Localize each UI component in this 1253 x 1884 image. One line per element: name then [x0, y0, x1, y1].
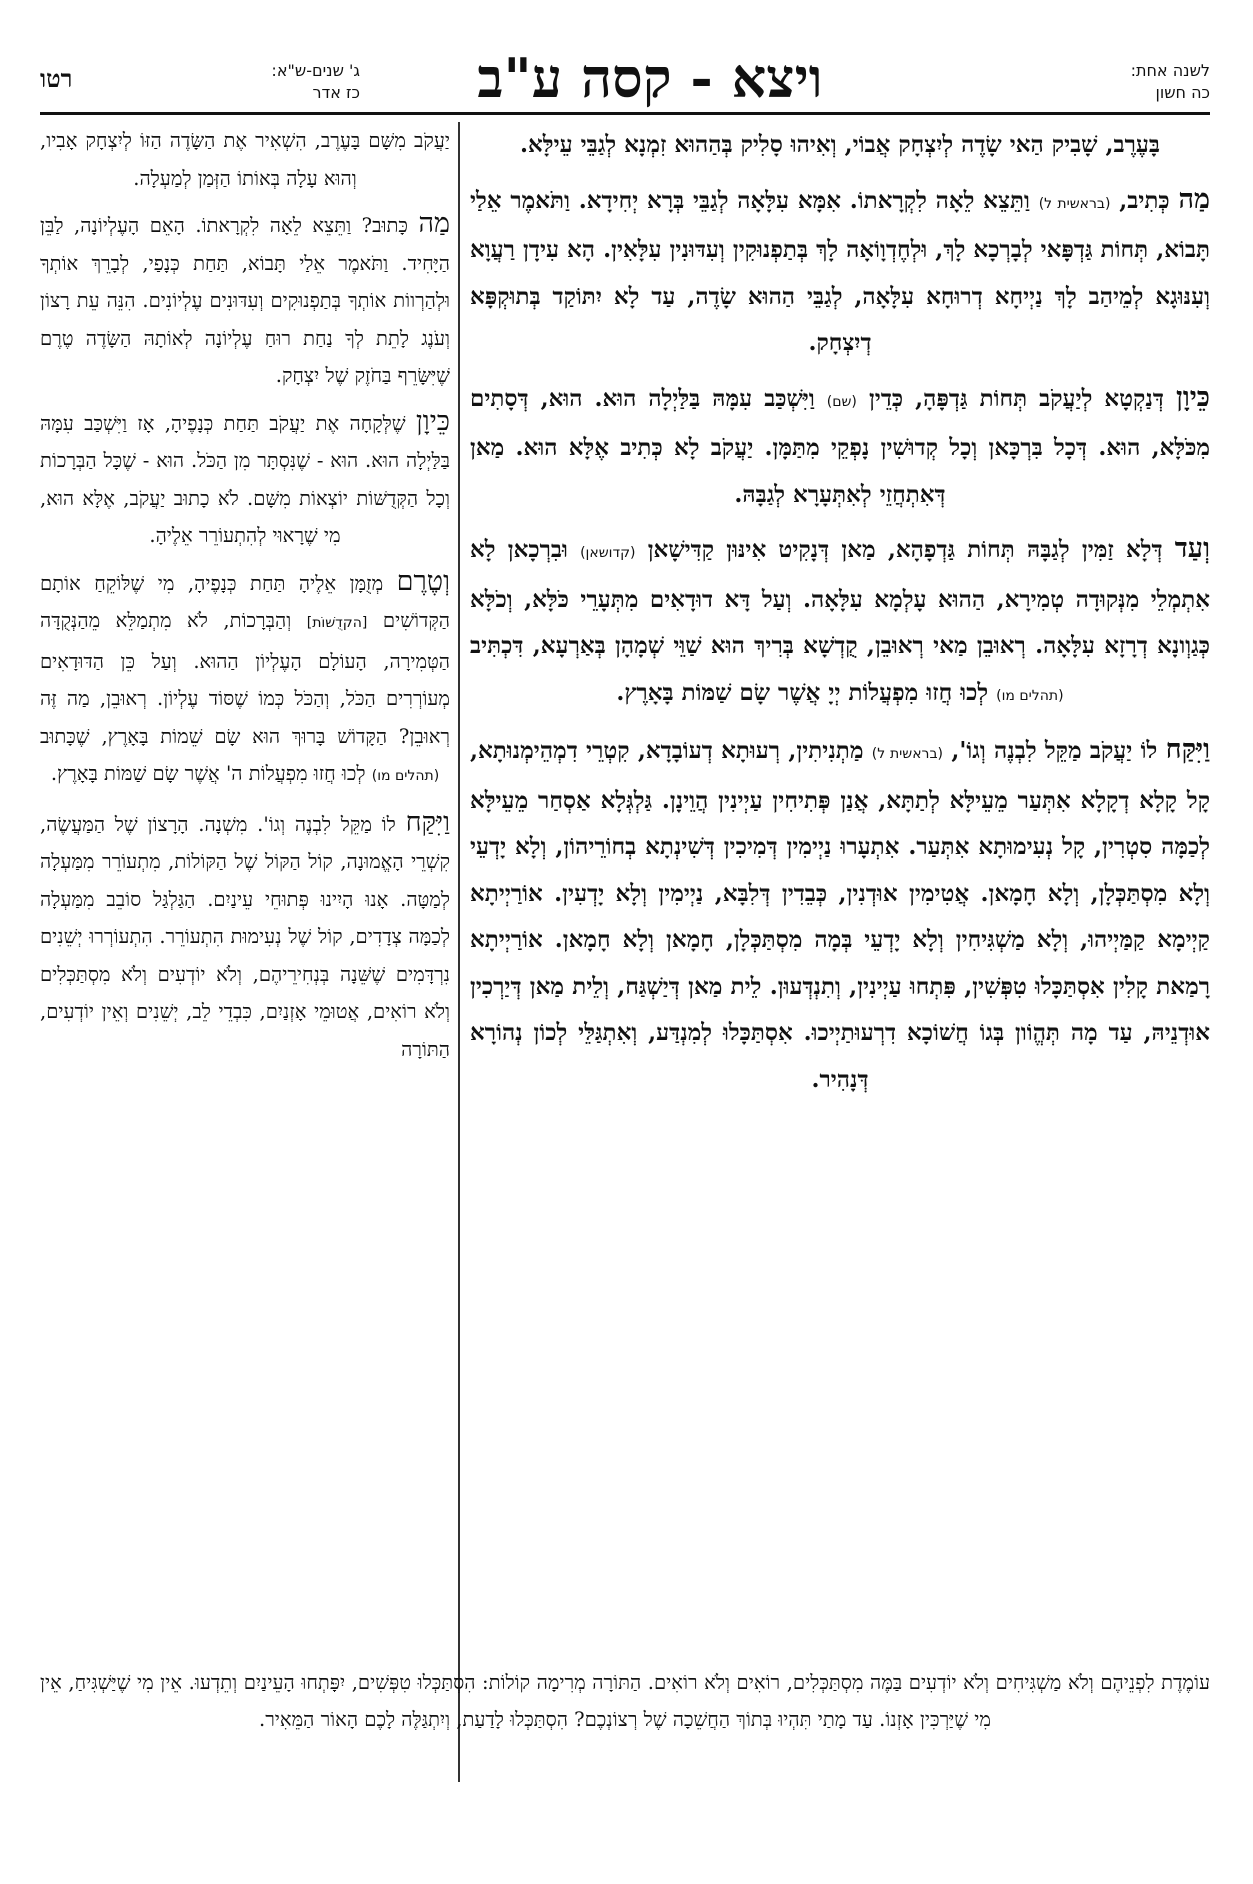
paragraph	[40, 563, 450, 796]
translation-continuation	[40, 1664, 1210, 1738]
paragraph-text: לְכוּ חֲזוּ מִפְעֲלוֹת ה' אֲשֶׁר שָׂם שַׁמּוֹת בָּאָרֶץ.	[50, 762, 366, 785]
column-divider	[458, 122, 460, 1782]
reading-schedule-one-year	[980, 60, 1210, 104]
paragraph-text: וַתֵּצֵא לֵאָה לִקְרָאתוֹ. אִמָּא עִלָּאָה לְגַבֵּי בְּרָא יְחִידָא. וַתֹּאמֶר אֵלַי תָּבוֹא, תְּחוֹת גַּדְפָּאי לְבָרְכָא לָךְ, וּלְחֶדְוָוֹאָה לָךְ בְּתַפְנוּקִין וְעִדּוּנִין עִלָּאִין. הָא עִידָן רַעֲוָא וְעִנּוּגָא לְמֵיהַב לָךְ נַיְיחָא דְרוּחָא עִלָּאָה, לְגַבֵּי הַהוּא שָׂדֶה, עַד לָא יִתּוֹקַד בְּתוּקְפָּא דְיִצְחָק.	[470, 186, 1210, 356]
lead-word: כֵּיוָן	[1175, 381, 1211, 413]
lead-word: וְעַד	[1174, 533, 1210, 564]
paragraph-text: כָּתוּב? וַתֵּצֵא לֵאָה לִקְרָאתוֹ. הָאֵם הָעֶלְיוֹנָה, לַבֵּן הַיָּחִיד. וַתֹּאמֶר אֵלַי תָּבוֹא, תַּחַת כְּנָפַי, לְבָרֵךְ אוֹתְךָ וּלְהַרְווֹת אוֹתְךָ בְּתַפְנוּקִים וְעִדּוּנִים עֶלְיוֹנִים. הִנֵּה עֵת רָצוֹן וְעֹנֶג לָתֵת לְךָ נַחַת רוּחַ עֶלְיוֹנָה לְאוֹתָהּ הַשָּׂדֶה טֶרֶם שֶׁיִּשָּׂרֵף בַּחֹזֶק שֶׁל יִצְחָק.	[40, 214, 450, 387]
paragraph-text: לוֹ מַקֵּל לִבְנֶה וְגוֹ'. מִשְׁנָה. הָרָצוֹן שֶׁל הַמַּעֲשֶׂה, קִשְׁרֵי הָאֱמוּנָה, קוֹל הַקּוֹל שֶׁל הַקּוֹלוֹת, מִתְעוֹרֵר מִמַּעְלָה לְמַטָּה. אָנוּ הָיִינוּ פְּתוּחֵי עֵינַיִם. הַגַּלְגַּל סוֹבֵב מִמַּעְלָה לְכַמָּה צְדָדִים, קוֹל שֶׁל נְעִימוּת הִתְעוֹרֵר. הִתְעוֹרְרוּ יְשֵׁנִים נִרְדָּמִים שֶׁשֵּׁנָה בְּנְחִירֵיהֶם, וְלֹא יוֹדְעִים וְלֹא מִסְתַּכְּלִים וְלֹא רוֹאִים, אֲטוּמֵי אָזְנַיִם, כִּבְדֵי לֵב, יְשֵׁנִים וְאֵין יוֹדְעִים, הַתּוֹרָה	[40, 812, 450, 1061]
paragraph-text: לְכוּ חֲזוּ מִפְעֲלוֹת יְיָ אֲשֶׁר שָׂם שַׁמּוֹת בָּאָרֶץ.	[616, 678, 989, 706]
lead-word: מַה	[418, 208, 450, 239]
paragraph	[40, 122, 450, 197]
header-divider	[40, 112, 1210, 115]
paragraph-text: יַעֲקֹב מִשָּׁם בָּעֶרֶב, הִשְׁאִיר אֶת הַשָּׂדֶה הַזּוֹ לְיִצְחָק אָבִיו, וְהוּא עָלָה בְּאוֹתוֹ הַזְּמַן לְמַעְלָה.	[40, 129, 450, 190]
paragraph	[40, 403, 450, 555]
source-reference: (בראשית ל)	[871, 746, 944, 762]
source-reference: (שם)	[826, 393, 857, 410]
schedule-label: לשנה אחת:	[1130, 61, 1210, 80]
paragraph-text: מַתְנִיתִין, רְעוּתָא דְעוֹבָדָא, קִטְרֵי דִמְהֵימְנוּתָא, קָל קָלָא דְקָלָא אִתְּעַר מֵעֵילָּא לְתַתָּא, אֲנַן פְּתִיחִין עַיְינִין הֲוֵינָן. גַּלְגְּלָא אַסְחַר מֵעֵילָּא לְכַמָּה סִטְרִין, קָל נְעִימוּתָא אִתְּעַר. אִתְעָרוּ נַיְימִין דְּמִיכִין דְּשִׁינְתָא בְחוֹרֵיהוֹן, וְלָא יָדְעֵי וְלָא מִסְתַּכְּלָן, וְלָא חָמָאן. אֲטִימִין אוּדְנִין, כְּבֵדִין דְּלִבָּא, נַיְימִין וְלָא יָדְעִין. אוֹרַיְיתָא קַיְימָא קַמַּיְיהוּ, וְלָא מַשְׁגִּיחִין וְלָא יָדְעֵי בְּמָה מִסְתַּכְּלָן, חָמָאן וְלָא חָמָאן. אוֹרַיְיתָא רָמַאת קָלִין אִסְתַּכָּלוּ טִפְּשִׁין, פִּתְחוּ עַיְינִין, וְתִנְדְּעוּן. לֵית מַאן דְּיַשְׁגַּח, וְלֵית מַאן דְּיַרְכִין אוּדְנֵיהּ, עַד מָה תְּהֱוֹון בְּגוֹ חֲשׁוֹכָא דִרְעוּתַיְיכוּ. אִסְתַּכָּלוּ לְמִנְדַּע, וְאִתְגַּלֵּי לְכוֹן נְהוֹרָא דְּנָהִיר.	[470, 737, 1210, 1093]
paragraph-text: דְּלָא זַמִּין לְגַבָּהּ תְּחוֹת גַּדְפָהָא, מַאן דְּנָקִיט אִינּוּן קַדִּישָׁאן	[647, 536, 1163, 563]
paragraph-text: שֶׁלְּקָחָה אֶת יַעֲקֹב תַּחַת כְּנָפֶיהָ, אָז וַיִּשְׁכַּב עִמָּהּ בַּלַּיְלָה הוּא. הוּא - שֶׁנִּסְתָּר מִן הַכֹּל. הוּא - שֶׁכָּל הַבְּרָכוֹת וְכָל הַקְּדֻשּׁוֹת יוֹצְאוֹת מִשָּׁם. לֹא כָתוּב יַעֲקֹב, אֶלָּא הוּא, מִי שֶׁרָאוּי לְהִתְעוֹרֵר אֵלֶיהָ.	[40, 411, 450, 547]
source-reference: (בראשית ל)	[1038, 195, 1111, 212]
page-number: רטו	[40, 64, 73, 93]
hebrew-translation-column	[40, 122, 450, 1782]
paragraph	[470, 375, 1210, 519]
paragraph-text: וּבִרְכָאן לָא אִתְמְלֵי מִנְּקוּדָה טְמִירָא, הַהוּא עָלְמָא עִלָּאָה. וְעַל דָּא דוּדָאִים מִתְּעָרֵי כֹּלָּא, וְכֹלָּא כְּגַוְונָא דְרָזָא עִלָּאָה. רְאוּבֵן מַאי רְאוּבֵן, קֻדְשָׁא בְּרִיךְ הוּא שַׁוֵּי שְׁמָהָן בְּאַרְעָא, דִּכְתִּיב	[470, 536, 1210, 659]
lead-word: וְטֶרֶם	[396, 565, 450, 597]
paragraph	[40, 804, 450, 1069]
schedule-date: כה חשון	[1155, 83, 1210, 102]
paragraph-text: וַיִּשְׁכַּב עִמָּהּ בַּלַּיְלָה הוּא. הוּא, דְּסָתִים מִכֹּלָּא, הוּא. דְּכָל בִּרְכָּאן וְכָל קְדוּשִׁין נָפְקֵי מִתַּמָּן. יַעֲקֹב לָא כְּתִיב אֶלָּא הוּא. מַאן דְּאִתְחֲזֵי לְאִתְּעָרָא לְגַבָּהּ.	[470, 384, 1210, 508]
paragraph-text: כְּתִיב,	[1119, 186, 1170, 214]
source-reference: [הקדֻשׁוֹת]	[306, 615, 368, 631]
schedule-date: כז אדר	[312, 83, 360, 102]
paragraph-text: דְּנַקְטָא לְיַעֲקֹב תְּחוֹת גַּדְפָּהָ, כְּדֵין	[868, 384, 1164, 412]
paragraph-text: מְזֻמָּן אֵלֶיהָ תַּחַת כְּנָפֶיהָ, מִי שֶׁלּוֹקֵחַ אוֹתָם הַקְּדוֹשִׁים	[40, 571, 451, 632]
schedule-label: ג' שנים-ש"א:	[271, 61, 360, 80]
paragraph-text: לוֹ יַעֲקֹב מַקֵּל לִבְנֶה וְגוֹ',	[951, 737, 1158, 764]
lead-word: כֵּיוָן	[415, 405, 450, 437]
paragraph	[470, 122, 1210, 169]
page-title: ויצא - קסה ע"ב	[477, 46, 823, 110]
lead-word: וַיִּקַּח	[1165, 734, 1211, 765]
lead-word: מַה	[1178, 183, 1210, 215]
source-reference: (קדושאן)	[580, 545, 636, 561]
paragraph-text: עוֹמֶדֶת לִפְנֵיהֶם וְלֹא מַשְׁגִּיחִים וְלֹא יוֹדְעִים בַּמֶּה מִסְתַּכְּלִים, רוֹאִים וְלֹא רוֹאִים. הַתּוֹרָה מְרִימָה קוֹלוֹת: הִסְתַּכְּלוּ טִפְּשִׁים, יִפָּתְחוּ הָעֵינַיִם וְתֵדְעוּ. אֵין מִי שֶׁיַּשְׁגִּיחַ, אֵין מִי שֶׁיַּרְכִּין אָזְנוֹ. עַד מָתַי תִּהְיוּ בְּתוֹךְ הַחֲשֵׁכָה שֶׁל רְצוֹנְכֶם? הִסְתַּכְּלוּ לָדַעַת, וְיִתְגַּלֶּה לָכֶם הָאוֹר הַמֵּאִיר.	[40, 1671, 1210, 1731]
paragraph	[470, 177, 1210, 367]
source-reference: (תהלים מו)	[371, 768, 440, 784]
paragraph-text: בָּעֶרֶב, שָׁבִיק הַאי שָׂדֶה לְיִצְחָק אֲבוֹי, וְאִיהוּ סָלִיק בְּהַהוּא זִמְנָא לְגַבֵּי עֵילָּא.	[520, 131, 1160, 158]
aramaic-text-column	[470, 122, 1210, 1602]
paragraph	[470, 727, 1210, 1103]
paragraph	[470, 526, 1210, 719]
source-reference: (תהלים מו)	[996, 687, 1064, 704]
paragraph-text: וְהַבְּרָכוֹת, לֹא מִתְמַלֵּא מֵהַנְּקֻדָּה הַטְּמִירָה, הָעוֹלָם הָעֶלְיוֹן הַהוּא. וְעַל כֵּן הַדּוּדָאִים מְעוֹרְרִים הַכֹּל, וְהַכֹּל כְּמוֹ שֶׁסּוֹד עֶלְיוֹן. רְאוּבֵן, מַה זֶּה רְאוּבֵן? הַקָּדוֹשׁ בָּרוּךְ הוּא שָׂם שֵׁמוֹת בָּאָרֶץ, שֶׁכָּתוּב	[40, 609, 450, 748]
paragraph	[40, 205, 450, 395]
lead-word: וַיִּקַּח	[405, 806, 450, 838]
